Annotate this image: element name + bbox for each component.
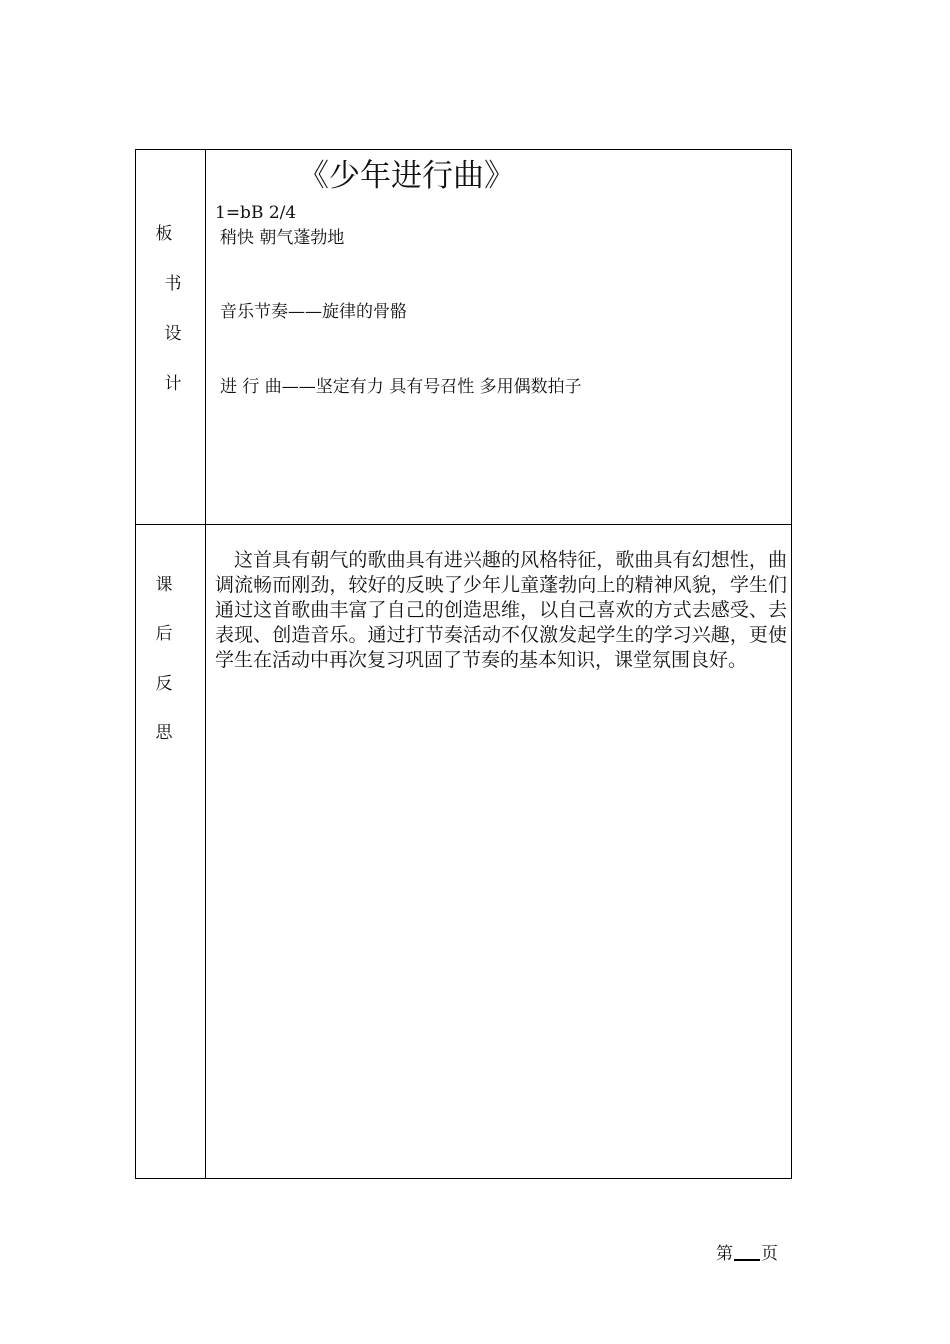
march-note-line: 进 行 曲——坚定有力 具有号召性 多用偶数拍子 (220, 377, 582, 397)
reflection-label-char-1: 课 (155, 575, 173, 595)
reflection-row (136, 525, 791, 1178)
reflection-label-char-2: 后 (155, 624, 173, 644)
board-label-char-4: 计 (164, 374, 182, 394)
tempo-line: 稍快 朝气蓬勃地 (220, 228, 345, 248)
board-design-label-cell (136, 150, 206, 524)
page-number-blank (734, 1243, 760, 1261)
reflection-content (206, 525, 791, 1178)
reflection-paragraph: 这首具有朝气的歌曲具有进兴趣的风格特征，歌曲具有幻想性，曲调流畅而刚劲，较好的反映了少年儿童蓬勃向上的精神风貌，学生们通过这首歌曲丰富了自己的创造思维，以自己喜欢的方式去感受、去表现、创造音乐。通过打节奏活动不仅激发起学生的学习兴趣，更使学生在活动中再次复习巩固了节奏的基本知识，课堂氛围良好。 (215, 549, 787, 671)
board-design-row (136, 150, 791, 525)
song-title: 《少年进行曲》 (298, 158, 515, 194)
rhythm-note-line: 音乐节奏——旋律的骨骼 (220, 302, 407, 322)
lesson-plan-table (135, 149, 792, 1179)
board-design-content (206, 150, 791, 524)
page-number-prefix: 第 (716, 1244, 733, 1264)
page-number-suffix: 页 (761, 1244, 778, 1264)
board-label-char-1: 板 (155, 224, 173, 244)
reflection-label-cell (136, 525, 206, 1178)
reflection-label-char-4: 思 (155, 723, 173, 743)
board-label-char-3: 设 (164, 324, 182, 344)
reflection-label-char-3: 反 (155, 674, 173, 694)
board-label-char-2: 书 (164, 274, 182, 294)
page-number-footer (716, 1243, 778, 1265)
key-meter-line: 1=bB 2/4 (215, 203, 297, 223)
